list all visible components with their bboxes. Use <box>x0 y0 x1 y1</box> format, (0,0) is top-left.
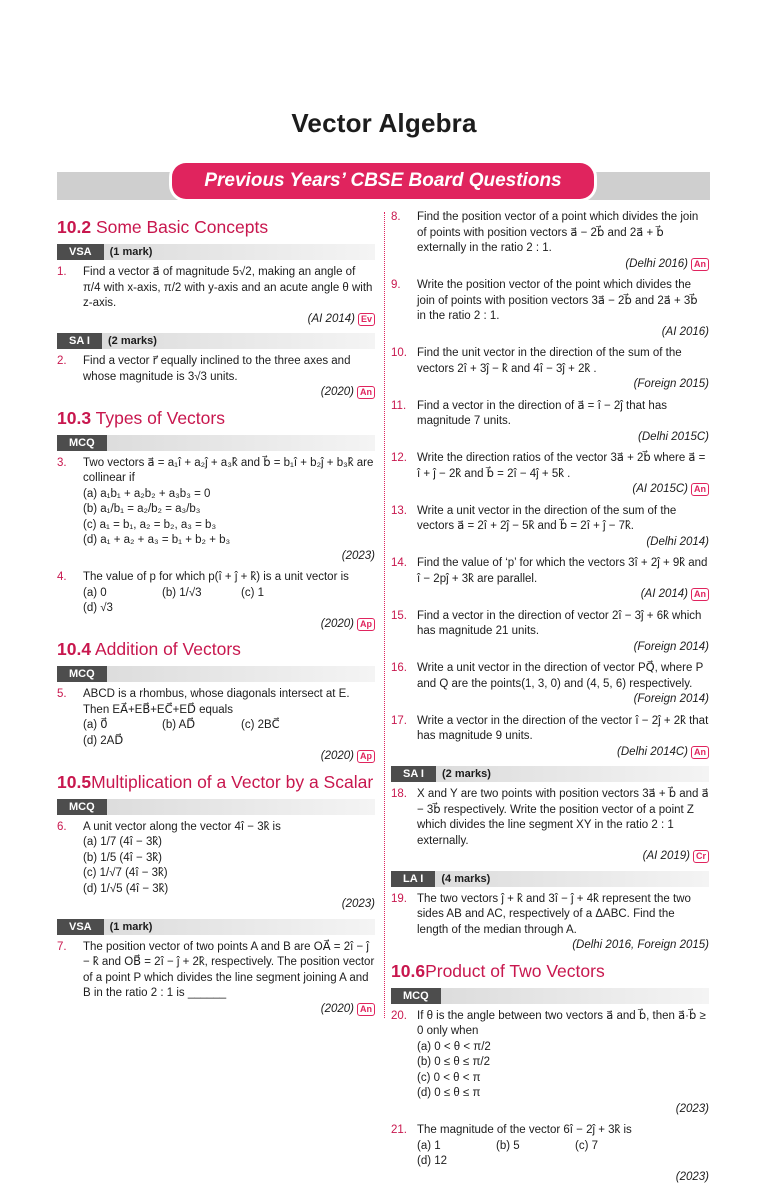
question-item: 1. Find a vector a⃗ of magnitude 5√2, making an angle of π/4 with x-axis, π/2 with y-axis and an acute angle θ with z-axis. (AI 2014) Ev <box>57 265 375 327</box>
question-type-bar: LA I (4 marks) <box>391 871 709 887</box>
question-item: 12. Write the direction ratios of the vector 3a⃗ + 2b⃗ where a⃗ = î + ĵ − 2k̂ and b⃗ = 2î − 4ĵ + 5k̂ . (AI 2015C) An <box>391 451 709 498</box>
question-item: 14. Find the value of ‘p’ for which the vectors 3î + 2ĵ + 9k̂ and î − 2pĵ + 3k̂ are parallel. (AI 2014) An <box>391 557 708 600</box>
question-item: 20. If θ is the angle between two vectors a⃗ and b⃗, then a⃗·b⃗ ≥ 0 only when (a) 0 < θ < π/2 (b) 0 ≤ θ ≤ π/2 (c) 0 < θ < π (d) 0 ≤ θ ≤ π (2023) <box>391 1009 709 1115</box>
question-type-bar: SA I (2 marks) <box>391 766 709 782</box>
question-type-bar: MCQ <box>57 435 375 451</box>
question-type-bar: VSA (1 mark) <box>57 244 375 260</box>
question-type-bar: MCQ <box>57 666 375 682</box>
question-item: 16. Write a unit vector in the direction of vector PQ⃗, where P and Q are the points(1, 3, 0) and (4, 5, 6) respectively. (Foreign 2014) <box>391 662 709 705</box>
difficulty-badge: An <box>691 588 709 601</box>
section-heading: 10.4 Addition of Vectors <box>57 639 241 659</box>
question-item: 15. Find a vector in the direction of vector 2î − 3ĵ + 6k̂ which has magnitude 21 units. (Foreign 2014) <box>391 609 709 653</box>
difficulty-badge: Ev <box>358 313 375 326</box>
question-item: 13. Write a unit vector in the direction of the sum of the vectors a⃗ = 2î + 2ĵ − 5k̂ and b⃗ = 2î + ĵ − 7k̂. (Delhi 2014) <box>391 504 709 548</box>
question-type-bar: SA I (2 marks) <box>57 333 375 349</box>
page-title: Vector Algebra <box>291 108 477 138</box>
left-column <box>57 210 375 1020</box>
right-column <box>391 210 709 1183</box>
column-divider <box>384 212 385 1018</box>
question-item: 19. The two vectors ĵ + k̂ and 3î − ĵ + 4k̂ represent the two sides AB and AC, respectively of a ΔABC. Find the length of the median through A. (Delhi 2016, Foreign 2015) <box>391 892 709 951</box>
question-type-bar: MCQ <box>57 799 375 815</box>
section-heading: 10.6Product of Two Vectors <box>391 960 605 981</box>
section-heading: 10.3 Types of Vectors <box>57 407 225 428</box>
question-item: 18. X and Y are two points with position vectors 3a⃗ + b⃗ and a⃗ − 3b⃗ respectively. Write the position vector of a point Z which divides the line segment XY in the ratio 2 : 1 externally. (AI 2019) Cr <box>391 788 709 862</box>
banner-title: Previous Years’ CBSE Board Questions <box>204 170 562 191</box>
question-item: 2. Find a vector r⃗ equally inclined to the three axes and whose magnitude is 3√3 units. (2020) An <box>57 354 375 401</box>
question-type-bar: MCQ <box>391 988 709 1004</box>
difficulty-badge: Ap <box>357 750 375 763</box>
question-item: 21. The magnitude of the vector 6î − 2ĵ + 3k̂ is (a) 1 (b) 5 (c) 7 (d) 12 (2023) <box>391 1124 709 1183</box>
difficulty-badge: An <box>691 258 709 271</box>
difficulty-badge: An <box>357 386 375 399</box>
question-item: 10. Find the unit vector in the direction of the sum of the vectors 2î + 3ĵ − k̂ and 4î − 3ĵ + 2k̂ . (Foreign 2015) <box>391 347 709 390</box>
question-type-bar: VSA (1 mark) <box>57 919 375 935</box>
question-item: 4. The value of p for which p(î + ĵ + k̂) is a unit vector is (a) 0 (b) 1/√3 (c) 1 (d) √3 (2020) Ap <box>57 570 375 632</box>
difficulty-badge: Cr <box>693 850 709 863</box>
section-heading: 10.2 Some Basic Concepts <box>57 217 269 237</box>
question-item: 6. A unit vector along the vector 4î − 3k̂ is (a) 1/7 (4î − 3k̂) (b) 1/5 (4î − 3k̂) (c) 1/√7 (4î − 3k̂) (d) 1/√5 (4î − 3k̂) (2023) <box>57 820 375 910</box>
section-heading: 10.5Multiplication of a Vector by a Scalar <box>57 771 374 792</box>
question-item: 9. Write the position vector of the point which divides the join of points with position vectors 3a⃗ − 2b⃗ and 2a⃗ + 3b⃗ in the ratio 2 : 1. (AI 2016) <box>391 279 709 338</box>
question-item: 5. ABCD is a rhombus, whose diagonals intersect at E. Then EA⃗+EB⃗+EC⃗+ED⃗ equals (a) 0⃗ (b) AD⃗ (c) 2BC⃗ (d) 2AD⃗ (2020) Ap <box>57 687 375 765</box>
question-item: 8. Find the position vector of a point which divides the join of points with position vectors a⃗ − 2b⃗ and 2a⃗ + b⃗ externally in the ratio 2 : 1. (Delhi 2016) An <box>391 210 709 272</box>
difficulty-badge: Ap <box>357 618 375 631</box>
difficulty-badge: An <box>691 746 709 759</box>
difficulty-badge: An <box>691 483 709 496</box>
question-item: 11. Find a vector in the direction of a⃗ = î − 2ĵ that has magnitude 7 units. (Delhi 2015C) <box>391 399 709 443</box>
difficulty-badge: An <box>357 1003 375 1016</box>
question-item: 3. Two vectors a⃗ = a₁î + a₂ĵ + a₃k̂ and b⃗ = b₁î + b₂ĵ + b₃k̂ are collinear if (a) a₁b₁ + a₂b₂ + a₃b₃ = 0 (b) a₁/b₁ = a₂/b₂ = a₃/b₃ (c) a₁ = b₁, a₂ = b₂, a₃ = b₃ (d) a₁ + a₂ + a₃ = b₁ + b₂ + b₃ (2023) <box>57 456 375 562</box>
question-item: 7. The position vector of two points A and B are OA⃗ = 2î − ĵ − k̂ and OB⃗ = 2î − ĵ + 2k̂, respectively. The position vector of a point P which divides the line segment joining A and B in the ratio 2 : 1 is ______ (2020) An <box>57 940 375 1015</box>
question-item: 17. Write a vector in the direction of the vector î − 2ĵ + 2k̂ that has magnitude 9 units. (Delhi 2014C) An <box>391 714 709 758</box>
